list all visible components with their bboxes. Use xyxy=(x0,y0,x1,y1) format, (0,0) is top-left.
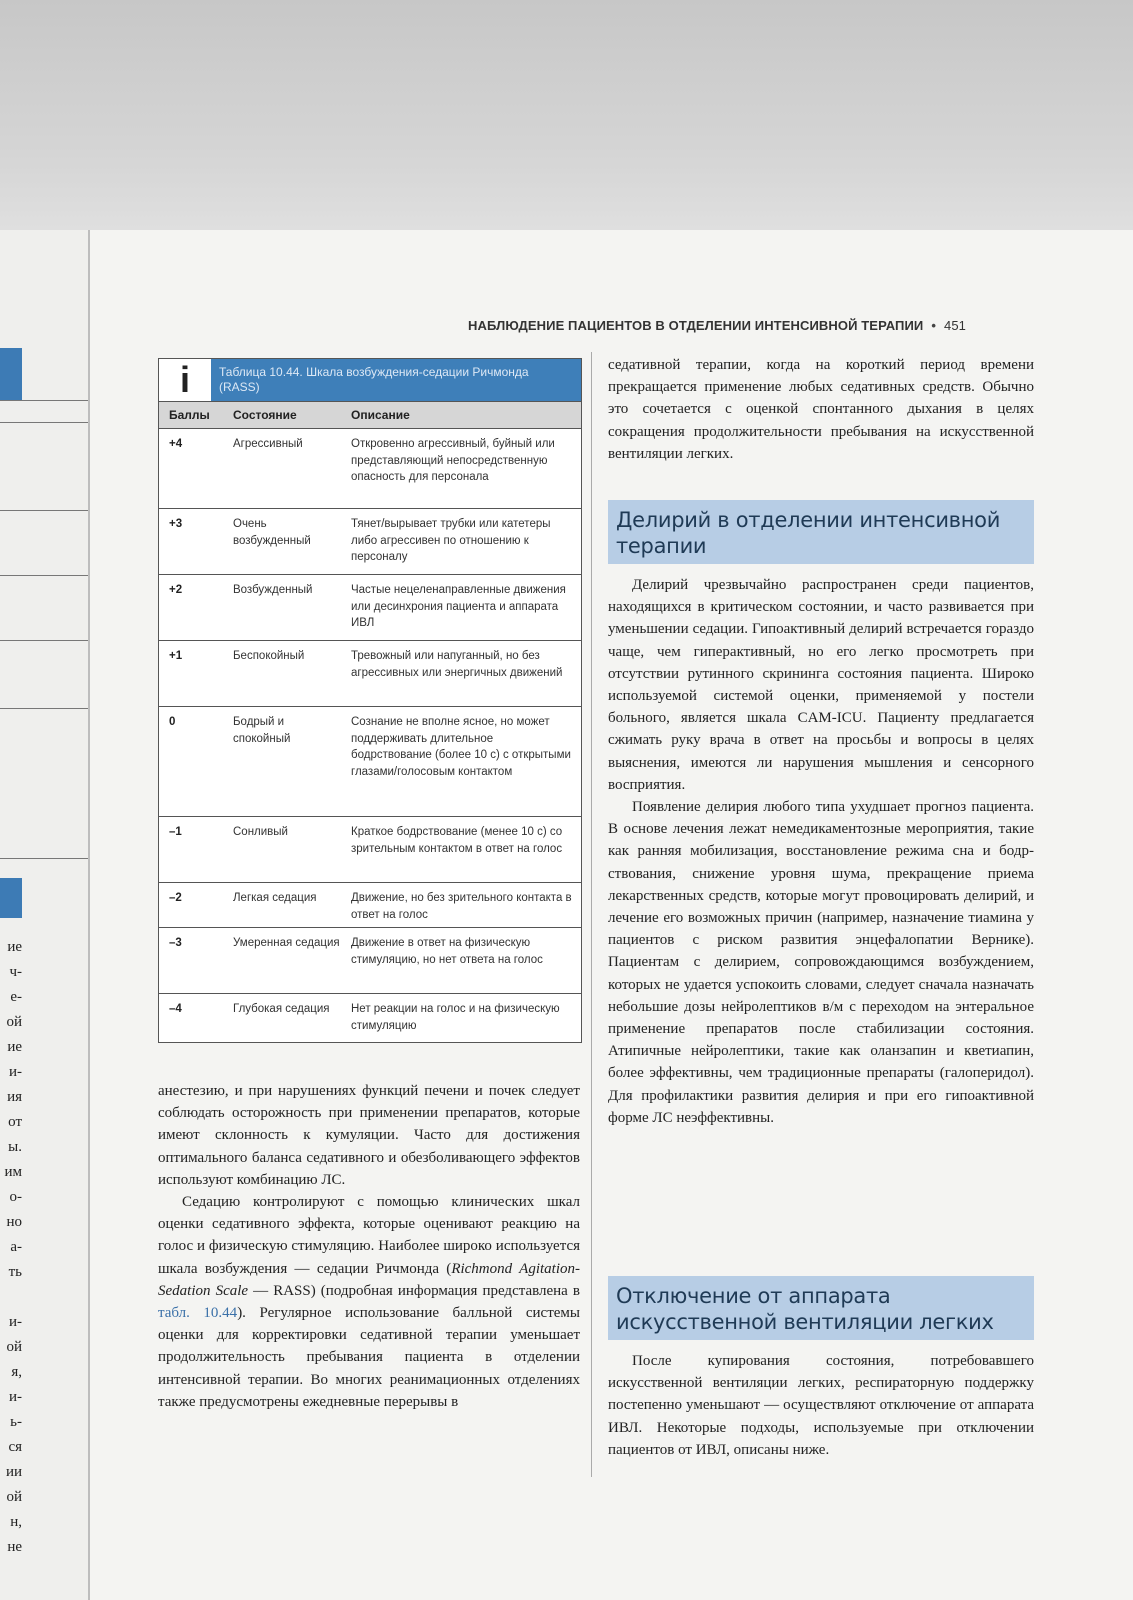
left-page-blue-bar-2 xyxy=(0,878,22,918)
left-page-fragment: ой xyxy=(6,1489,22,1505)
state-cell: Бодрый и спокойный xyxy=(233,716,291,745)
score-cell: –2 xyxy=(169,892,182,904)
left-page-fragment: им xyxy=(4,1164,22,1180)
table-row xyxy=(159,994,581,1042)
left-page-fragment xyxy=(0,1285,22,1310)
left-page-fragment: а- xyxy=(10,1239,22,1255)
score-cell: –3 xyxy=(169,937,182,949)
table-row xyxy=(159,641,581,707)
section-heading-delirium: Делирий в отделении интенсивной терапии xyxy=(608,500,1034,564)
score-cell: +2 xyxy=(169,584,183,596)
score-cell: 0 xyxy=(169,716,176,728)
description-cell: Тянет/вырывает трубки или катетеры либо агрессивен по отношению к персоналу xyxy=(351,518,551,563)
table-title: Таблица 10.44. Шкала возбуждения-седации Ричмонда (RASS) xyxy=(219,365,529,394)
score-cell: –4 xyxy=(169,1003,182,1015)
paragraph: Седацию контролируют с помощью клинических шкал оценки седативного эффекта, которые оценивают реакцию на голос и физическую стимуляцию. Наиболее широко используется шкала возбуждения — седации Ричмонда (Richmond Agitation-Sedation Scale — RASS) (подробная информация представлена в табл. 10.44). Регулярное использование балльной системы оценки для корректировки седативной терапии уменьшает продолжительность пребывания пациента в отделении интенсивной терапии. Во многих реанимационных отделениях также предусмотрены ежедневные перерывы в xyxy=(158,1194,581,1410)
description-cell: Тревожный или напуганный, но без агрессивных или энергичных движений xyxy=(351,650,563,679)
description-cell: Сознание не вполне ясное, но может поддерживать длительное бодрствование (более 10 с) с открытыми глазами/голосовым контактом xyxy=(351,716,571,778)
left-page-fragment: ть xyxy=(8,1264,22,1280)
table-reference-link[interactable]: табл. 10.44 xyxy=(158,1305,238,1322)
description-cell: Частые нецеленаправленные движения или десинхрония пациента и аппарата ИВЛ xyxy=(351,584,566,629)
right-column-text-middle xyxy=(608,574,1034,1129)
info-icon: i xyxy=(159,359,211,401)
state-cell: Очень возбужденный xyxy=(233,518,311,547)
score-cell: +4 xyxy=(169,438,183,450)
left-page-fragment: ия xyxy=(7,1089,22,1105)
paragraph: Делирий чрезвычайно распространен среди пациентов, находящихся в критическом состоянии, и часто развивается при уменьшении седации. Гипоактивный делирий встречается гораздо чаще, чем гиперактивный, но его легко просмотреть при отсутствии рутинного скрининга состояния пациента. Широко используемой системой оценки, применяемой у постели больного, является шкала CAM-ICU. Пациенту предлагается сжимать руку врача в ответ на просьбы и вопросы в целях выяснения, имеются ли нарушения мышления и сенсорного восприятия. xyxy=(608,577,1034,793)
running-head-separator: • xyxy=(931,318,936,333)
left-page-fragment: я, xyxy=(11,1364,22,1380)
table-row xyxy=(159,509,581,575)
paragraph: Появление делирия любого типа ухудшает прогноз пациента. В основе лечения лежат немедикаментозные мероприятия, такие как ранняя мобилизация, восстановление режима сна и бодрствования, снижение уровня шума, прекращение приема лекарственных средств, которые могут провоцировать делирий, и лечение его возможных причин (например, назначение тиамина у пациентов с риском развития энцефалопатии Вернике). Пациентам с делирием, сопровождающимся возбуждением, которых не удается успокоить словами, следует сначала назначать небольшие дозы нейролептиков в/м с переходом на энтеральное применение препаратов после стабилизации состояния. Атипичные нейролептики, такие как оланзапин и кветиапин, более эффективны, чем традиционные препараты (галоперидол). Для профилактики развития делирия и при его гипоактивной форме ЛС неэффективны. xyxy=(608,799,1034,1126)
running-head xyxy=(468,318,1053,333)
paragraph: анестезию, и при нарушениях функций печени и почек следует соблюдать осторожность при применении препаратов, которые имеют склонность к кумуляции. Часто для достижения оптимального баланса седативного и обезболивающего эффектов используют комбинацию ЛС. xyxy=(158,1083,580,1188)
state-cell: Агрессивный xyxy=(233,438,303,450)
state-cell: Возбужденный xyxy=(233,584,313,596)
left-page-fragment: ы. xyxy=(8,1139,22,1155)
left-page-fragment: ии xyxy=(5,1464,22,1480)
state-cell: Умеренная седация xyxy=(233,937,340,949)
left-page-text-fragments xyxy=(0,935,22,1560)
column-header-state: Состояние xyxy=(233,408,297,422)
left-page-fragment: не xyxy=(7,1539,22,1555)
score-cell: +3 xyxy=(169,518,183,530)
column-header-score: Баллы xyxy=(169,408,210,422)
left-page-fragment: е- xyxy=(10,989,22,1005)
left-page-blue-bar xyxy=(0,348,22,400)
table-row xyxy=(159,429,581,509)
paragraph: После купирования состояния, потребовавшего искусственной вентиляции легких, респираторную поддержку постепенно уменьшают — осуществляют отключение от аппарата ИВЛ. Некоторые подходы, используемые при отключении пациентов от ИВЛ, описаны ниже. xyxy=(608,1353,1034,1458)
left-page-fragment: от xyxy=(8,1114,22,1130)
right-column-text-bottom xyxy=(608,1350,1034,1461)
description-cell: Откровенно агрессивный, буйный или представляющий непосредственную опасность для персонала xyxy=(351,438,555,483)
running-head-title: НАБЛЮДЕНИЕ ПАЦИЕНТОВ В ОТДЕЛЕНИИ ИНТЕНСИВНОЙ ТЕРАПИИ xyxy=(468,318,924,333)
table-row xyxy=(159,817,581,883)
column-divider xyxy=(591,352,592,1477)
left-page-fragment: о- xyxy=(9,1189,22,1205)
description-cell: Движение в ответ на физическую стимуляцию, но нет ответа на голос xyxy=(351,937,543,966)
description-cell: Нет реакции на голос и на физическую стимуляцию xyxy=(351,1003,560,1032)
section-heading-weaning: Отключение от аппарата искусственной вентиляции легких xyxy=(608,1276,1034,1340)
rass-table xyxy=(158,358,582,1043)
left-page-fragment: ие xyxy=(7,1039,22,1055)
state-cell: Сонливый xyxy=(233,826,288,838)
score-cell: +1 xyxy=(169,650,183,662)
table-row xyxy=(159,883,581,928)
left-column-text xyxy=(158,1080,580,1413)
left-page-fragment: ой xyxy=(6,1339,22,1355)
table-row xyxy=(159,575,581,641)
left-page-fragment: ч- xyxy=(9,964,22,980)
left-page-fragment: ой xyxy=(6,1014,22,1030)
left-page-fragment: и- xyxy=(8,1064,22,1080)
italic-term: Richmond Agitation-Sedation Scale xyxy=(158,1260,580,1299)
left-page-fragment: и- xyxy=(8,1389,22,1405)
score-cell: –1 xyxy=(169,826,182,838)
column-header-description: Описание xyxy=(351,408,410,422)
table-body xyxy=(159,429,581,1042)
left-page-fragment: ие xyxy=(7,939,22,955)
paragraph: седативной терапии, когда на короткий период времени прекращается применение любых седативных средств. Обычно это сочетается с оценкой спонтанного дыхания в целях сокращения продолжительности пребывания на искусственной вентиляции легких. xyxy=(608,357,1034,462)
left-page-fragment: ся xyxy=(8,1439,22,1455)
state-cell: Легкая седация xyxy=(233,892,317,904)
table-row xyxy=(159,707,581,817)
blurred-top-area xyxy=(0,0,1133,235)
left-page-fragment: н, xyxy=(10,1514,22,1530)
state-cell: Беспокойный xyxy=(233,650,305,662)
left-page-fragment: ь- xyxy=(10,1414,22,1430)
description-cell: Движение, но без зрительного контакта в ответ на голос xyxy=(351,892,572,921)
left-page-fragment: но xyxy=(6,1214,22,1230)
state-cell: Глубокая седация xyxy=(233,1003,330,1015)
description-cell: Краткое бодрствование (менее 10 с) со зрительным контактом в ответ на голос xyxy=(351,826,563,855)
table-header xyxy=(159,359,581,401)
right-column-text-top xyxy=(608,354,1034,465)
table-column-headers xyxy=(159,401,581,429)
table-row xyxy=(159,928,581,994)
page-number: 451 xyxy=(944,318,966,333)
left-page-fragment: и- xyxy=(8,1314,22,1330)
